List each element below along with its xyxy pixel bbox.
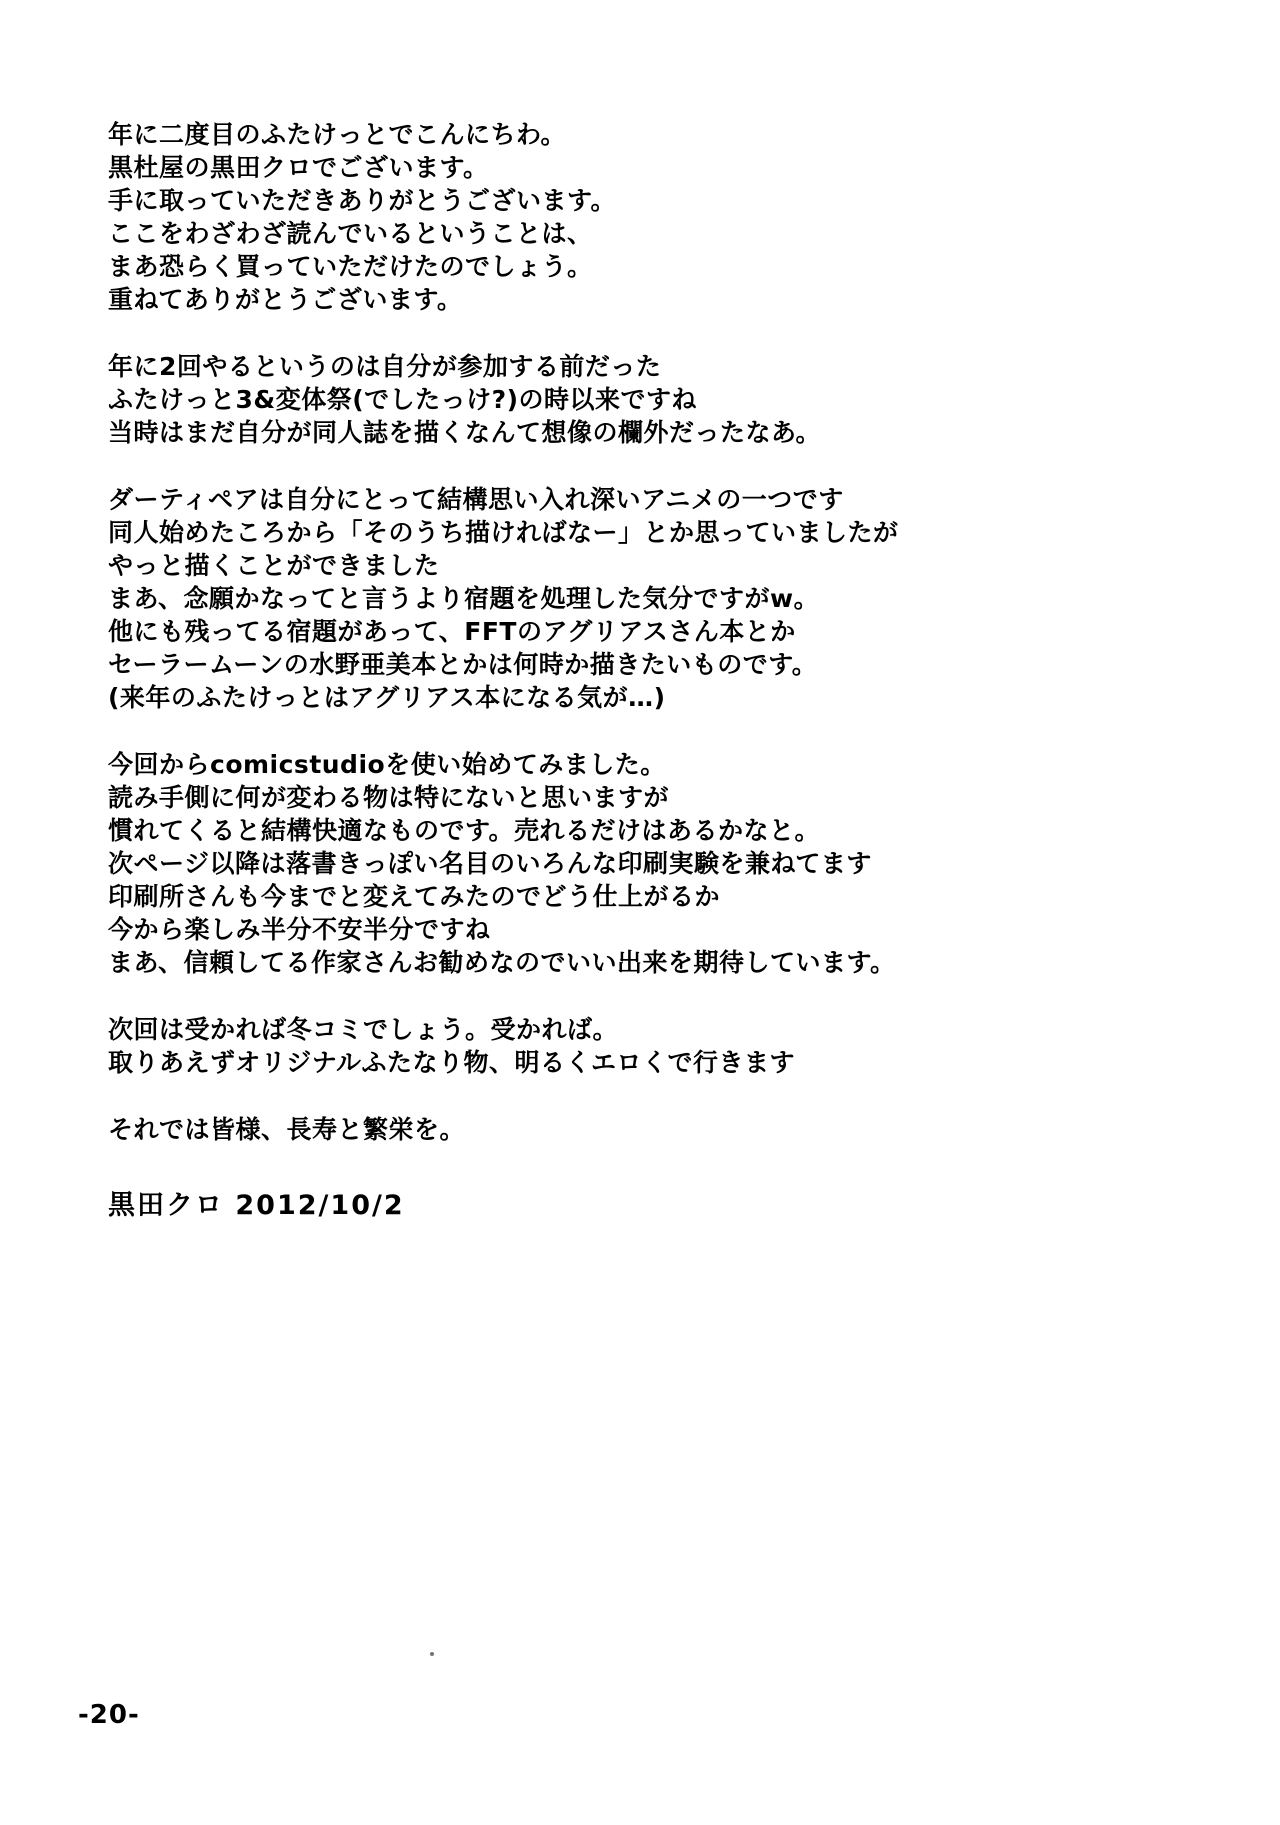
paragraph-next-time <box>108 1013 1108 1079</box>
author-signature: 黒田クロ 2012/10/2 <box>108 1190 405 1221</box>
paragraph-comicstudio <box>108 748 1108 979</box>
text-line: 取りあえずオリジナルふたなり物、明るくエロくで行きます <box>108 1048 796 1077</box>
text-line: やっと描くことができました <box>108 551 440 580</box>
text-line: 読み手側に何が変わる物は特にないと思いますが <box>108 783 670 812</box>
signature-block <box>108 1188 1108 1224</box>
text-line: セーラームーンの水野亜美本とかは何時か描きたいものです。 <box>108 650 818 679</box>
text-line: 同人始めたころから「そのうち描ければなー」とか思っていましたが <box>108 518 899 547</box>
text-line: 今回からcomicstudioを使い始めてみました。 <box>108 750 666 779</box>
afterword-text-block <box>108 118 1108 1224</box>
text-line: ふたけっと3&変体祭(でしたっけ?)の時以来ですね <box>108 385 698 414</box>
text-line: 印刷所さんも今までと変えてみたのでどう仕上がるか <box>108 882 721 911</box>
text-line: 重ねてありがとうございます。 <box>108 285 463 314</box>
text-line: 次ページ以降は落書きっぽい名目のいろんな印刷実験を兼ねてます <box>108 849 872 878</box>
text-line: それでは皆様、長寿と繁栄を。 <box>108 1115 466 1144</box>
text-line: 年に二度目のふたけっとでこんにちわ。 <box>108 120 567 149</box>
paragraph-dirty-pair <box>108 483 1108 714</box>
paragraph-greeting <box>108 118 1108 316</box>
text-line: 他にも残ってる宿題があって、FFTのアグリアスさん本とか <box>108 617 796 646</box>
text-line: 黒杜屋の黒田クロでございます。 <box>108 153 489 182</box>
text-line: 手に取っていただきありがとうございます。 <box>108 186 617 215</box>
text-line: 今から楽しみ半分不安半分ですね <box>108 915 491 944</box>
print-registration-dot <box>430 1652 434 1656</box>
text-line: 慣れてくると結構快適なものです。売れるだけはあるかなと。 <box>108 816 821 845</box>
paragraph-closing <box>108 1113 1108 1146</box>
text-line: 次回は受かれば冬コミでしょう。受かれば。 <box>108 1015 619 1044</box>
text-line: ダーティペアは自分にとって結構思い入れ深いアニメの一つです <box>108 485 844 514</box>
text-line: まあ、信頼してる作家さんお勧めなのでいい出来を期待しています。 <box>108 948 896 977</box>
paragraph-event-history <box>108 350 1108 449</box>
text-line: ここをわざわざ読んでいるということは、 <box>108 219 593 248</box>
text-line: 年に2回やるというのは自分が参加する前だった <box>108 352 662 381</box>
text-line: まあ恐らく買っていただけたのでしょう。 <box>108 252 593 281</box>
text-line: まあ、念願かなってと言うより宿題を処理した気分ですがw。 <box>108 584 820 613</box>
text-line: 当時はまだ自分が同人誌を描くなんて想像の欄外だったなあ。 <box>108 418 822 447</box>
text-line: (来年のふたけっとはアグリアス本になる気が…) <box>108 683 666 712</box>
page-number: -20- <box>78 1700 140 1730</box>
